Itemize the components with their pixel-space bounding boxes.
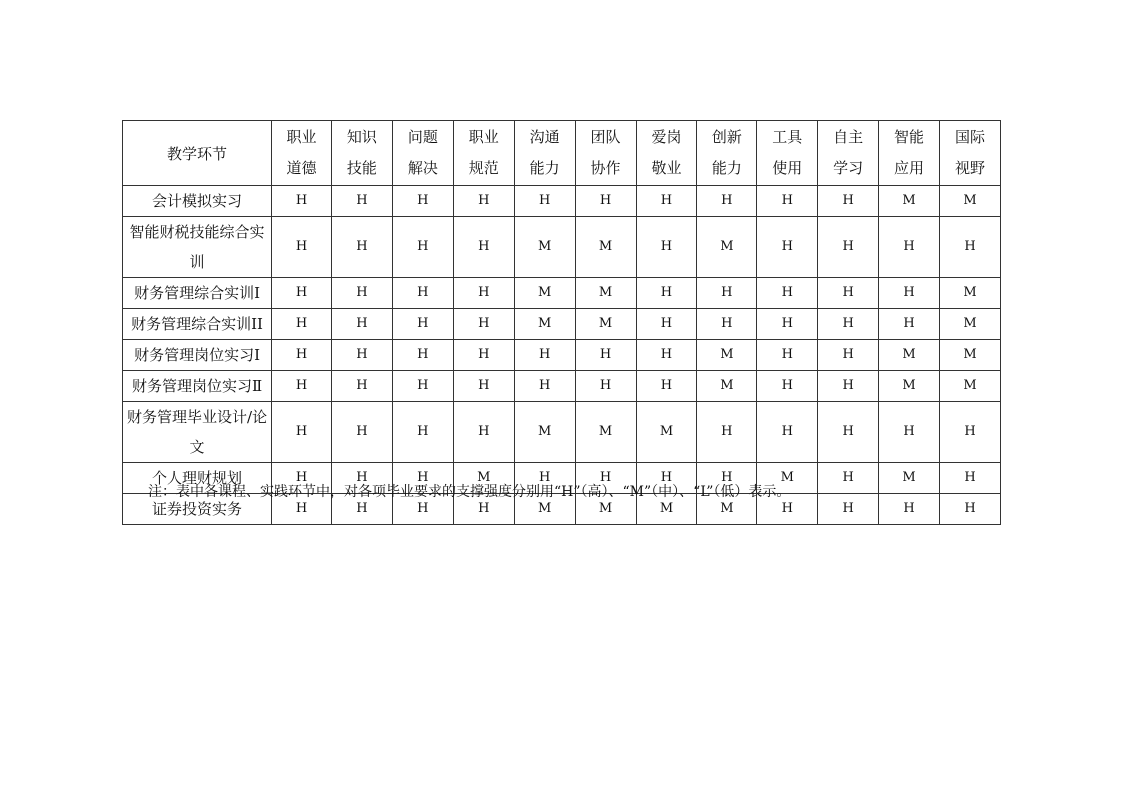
support-level-cell: H xyxy=(392,186,453,217)
course-name-cell: 会计模拟实习 xyxy=(123,186,272,217)
support-level-cell: H xyxy=(818,340,879,371)
support-level-cell: H xyxy=(272,278,332,309)
support-level-cell: H xyxy=(757,309,818,340)
support-level-cell: M xyxy=(879,186,940,217)
column-header-line: 规范 xyxy=(468,159,499,177)
support-level-cell: H xyxy=(818,494,879,525)
support-level-cell: M xyxy=(697,217,757,278)
support-level-cell: H xyxy=(636,371,697,402)
column-header-line: 团队 xyxy=(590,128,621,146)
support-level-cell: H xyxy=(453,494,514,525)
course-name-cell: 个人理财规划 xyxy=(123,463,272,494)
column-header xyxy=(575,121,636,186)
support-level-cell: H xyxy=(697,186,757,217)
column-header-line: 国际 xyxy=(954,128,985,146)
table-body xyxy=(123,186,1001,525)
support-level-cell: H xyxy=(879,309,940,340)
support-level-cell: H xyxy=(757,371,818,402)
support-level-cell: M xyxy=(514,402,575,463)
support-level-cell: H xyxy=(331,340,392,371)
support-level-cell: H xyxy=(575,463,636,494)
support-level-cell: H xyxy=(940,402,1001,463)
support-level-cell: H xyxy=(272,371,332,402)
support-level-cell: H xyxy=(514,340,575,371)
support-level-cell: M xyxy=(575,309,636,340)
support-level-cell: H xyxy=(453,309,514,340)
support-level-cell: H xyxy=(331,371,392,402)
support-level-cell: H xyxy=(879,217,940,278)
column-header-line: 职业 xyxy=(468,128,499,146)
support-level-cell: H xyxy=(392,217,453,278)
support-level-cell: H xyxy=(818,371,879,402)
support-level-cell: H xyxy=(514,186,575,217)
support-level-cell: H xyxy=(757,278,818,309)
support-level-cell: H xyxy=(697,278,757,309)
support-level-cell: H xyxy=(272,217,332,278)
support-level-cell: M xyxy=(514,278,575,309)
support-level-cell: M xyxy=(940,278,1001,309)
column-header-line: 道德 xyxy=(286,159,317,177)
support-level-cell: H xyxy=(818,309,879,340)
support-level-cell: H xyxy=(331,494,392,525)
support-level-cell: H xyxy=(818,217,879,278)
column-header-line: 智能 xyxy=(894,128,925,146)
support-level-cell: H xyxy=(392,463,453,494)
support-level-cell: M xyxy=(575,402,636,463)
support-level-cell: H xyxy=(392,278,453,309)
column-header-line: 学习 xyxy=(833,159,864,177)
support-level-cell: H xyxy=(453,278,514,309)
column-header xyxy=(879,121,940,186)
support-level-cell: H xyxy=(879,402,940,463)
support-level-cell: H xyxy=(272,340,332,371)
support-matrix-table xyxy=(122,120,1001,525)
course-name-cell: 财务管理综合实训ⅠⅠ xyxy=(123,309,272,340)
support-level-cell: M xyxy=(514,309,575,340)
support-level-cell: M xyxy=(697,494,757,525)
support-level-cell: H xyxy=(575,340,636,371)
column-header-line: 视野 xyxy=(954,159,985,177)
support-level-cell: H xyxy=(636,463,697,494)
support-level-cell: M xyxy=(757,463,818,494)
column-header-line: 知识 xyxy=(346,128,377,146)
support-level-cell: H xyxy=(818,402,879,463)
column-header-line: 应用 xyxy=(894,159,925,177)
column-header-line: 能力 xyxy=(529,159,560,177)
support-level-cell: H xyxy=(331,278,392,309)
support-level-cell: H xyxy=(940,217,1001,278)
column-header xyxy=(331,121,392,186)
table-row xyxy=(123,340,1001,371)
table-row xyxy=(123,402,1001,463)
support-level-cell: H xyxy=(757,340,818,371)
support-level-cell: H xyxy=(514,371,575,402)
support-level-cell: H xyxy=(879,494,940,525)
support-level-cell: M xyxy=(514,494,575,525)
support-level-cell: M xyxy=(879,463,940,494)
support-level-cell: H xyxy=(757,217,818,278)
support-level-cell: H xyxy=(453,217,514,278)
support-level-cell: H xyxy=(272,463,332,494)
support-level-cell: H xyxy=(331,186,392,217)
column-header xyxy=(272,121,332,186)
support-level-cell: H xyxy=(757,402,818,463)
column-header-line: 工具 xyxy=(772,128,803,146)
column-header-line: 协作 xyxy=(590,159,621,177)
course-name-cell: 财务管理岗位实习Ⅰ xyxy=(123,340,272,371)
header-teaching-step: 教学环节 xyxy=(123,121,272,186)
support-level-cell: H xyxy=(514,463,575,494)
support-level-cell: M xyxy=(575,217,636,278)
column-header xyxy=(514,121,575,186)
course-name-cell: 智能财税技能综合实训 xyxy=(123,217,272,278)
support-level-cell: H xyxy=(697,402,757,463)
support-level-cell: M xyxy=(453,463,514,494)
column-header-line: 问题 xyxy=(407,128,438,146)
table-row xyxy=(123,186,1001,217)
column-header-line: 沟通 xyxy=(529,128,560,146)
support-level-cell: M xyxy=(940,340,1001,371)
support-level-cell: M xyxy=(879,340,940,371)
course-name-cell: 证券投资实务 xyxy=(123,494,272,525)
support-level-cell: H xyxy=(453,186,514,217)
column-header xyxy=(697,121,757,186)
support-level-cell: H xyxy=(940,494,1001,525)
support-level-cell: M xyxy=(940,186,1001,217)
table-row xyxy=(123,217,1001,278)
column-header xyxy=(940,121,1001,186)
column-header-line: 敬业 xyxy=(651,159,682,177)
support-level-cell: M xyxy=(636,494,697,525)
support-level-cell: H xyxy=(453,371,514,402)
support-level-cell: H xyxy=(636,340,697,371)
support-level-cell: M xyxy=(697,340,757,371)
support-level-cell: H xyxy=(757,494,818,525)
support-level-cell: H xyxy=(392,309,453,340)
support-level-cell: H xyxy=(453,340,514,371)
course-name-cell: 财务管理岗位实习Ⅱ xyxy=(123,371,272,402)
support-level-cell: M xyxy=(636,402,697,463)
support-level-cell: H xyxy=(818,278,879,309)
support-level-cell: H xyxy=(331,217,392,278)
support-level-cell: H xyxy=(272,494,332,525)
course-name-cell: 财务管理综合实训Ⅰ xyxy=(123,278,272,309)
support-level-cell: H xyxy=(636,186,697,217)
support-level-cell: M xyxy=(575,494,636,525)
support-level-cell: H xyxy=(636,217,697,278)
column-header-line: 能力 xyxy=(711,159,742,177)
support-level-cell: M xyxy=(940,371,1001,402)
column-header-line: 技能 xyxy=(346,159,377,177)
support-level-cell: H xyxy=(453,402,514,463)
support-level-cell: H xyxy=(272,186,332,217)
support-level-cell: H xyxy=(636,278,697,309)
table-note: 注：表中各课程、实践环节中，对各项毕业要求的支撑强度分别用“H”（高）、“M”（中）、“L”（低）表示。 xyxy=(148,484,791,500)
support-level-cell: M xyxy=(575,278,636,309)
support-level-cell: H xyxy=(879,278,940,309)
column-header xyxy=(818,121,879,186)
column-header-line: 自主 xyxy=(833,128,864,146)
column-header xyxy=(392,121,453,186)
support-level-cell: H xyxy=(940,463,1001,494)
support-level-cell: M xyxy=(940,309,1001,340)
support-level-cell: H xyxy=(272,402,332,463)
table-row xyxy=(123,278,1001,309)
support-level-cell: H xyxy=(331,402,392,463)
support-level-cell: H xyxy=(272,309,332,340)
column-header xyxy=(757,121,818,186)
column-header-line: 解决 xyxy=(407,159,438,177)
support-level-cell: H xyxy=(331,309,392,340)
support-level-cell: H xyxy=(818,186,879,217)
support-level-cell: H xyxy=(392,371,453,402)
support-level-cell: M xyxy=(514,217,575,278)
table-row xyxy=(123,309,1001,340)
table-header-row xyxy=(123,121,1001,186)
support-level-cell: H xyxy=(392,340,453,371)
column-header xyxy=(453,121,514,186)
support-level-cell: H xyxy=(636,309,697,340)
table-row xyxy=(123,371,1001,402)
support-level-cell: H xyxy=(697,463,757,494)
support-level-cell: H xyxy=(697,309,757,340)
column-header-line: 使用 xyxy=(772,159,803,177)
column-header xyxy=(636,121,697,186)
support-level-cell: H xyxy=(818,463,879,494)
column-header-line: 职业 xyxy=(286,128,317,146)
course-name-cell: 财务管理毕业设计/论文 xyxy=(123,402,272,463)
support-level-cell: M xyxy=(879,371,940,402)
support-level-cell: H xyxy=(392,494,453,525)
column-header-line: 创新 xyxy=(711,128,742,146)
support-level-cell: M xyxy=(697,371,757,402)
support-level-cell: H xyxy=(331,463,392,494)
support-level-cell: H xyxy=(757,186,818,217)
support-level-cell: H xyxy=(392,402,453,463)
support-level-cell: H xyxy=(575,186,636,217)
support-level-cell: H xyxy=(575,371,636,402)
column-header-line: 爱岗 xyxy=(651,128,682,146)
